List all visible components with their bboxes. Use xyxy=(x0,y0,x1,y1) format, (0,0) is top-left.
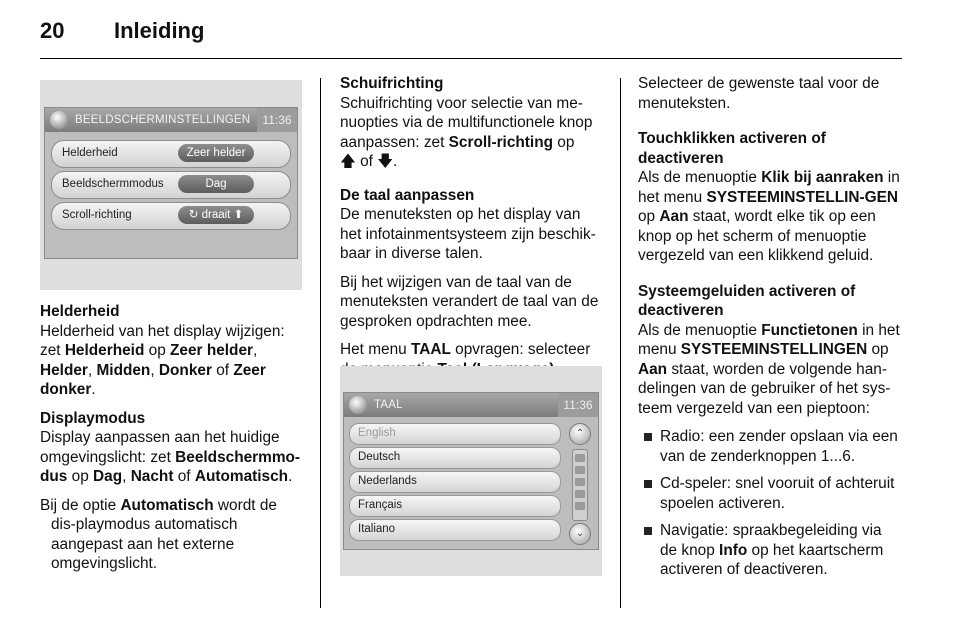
settings-row-label: Helderheid xyxy=(62,147,118,159)
language-label: Français xyxy=(358,499,403,511)
displaymodus-section xyxy=(40,409,302,487)
language-item-english[interactable] xyxy=(349,423,561,445)
text: , xyxy=(87,361,97,379)
screen-title: TAAL xyxy=(374,399,403,411)
term: Automatisch xyxy=(194,468,289,485)
text: De menuteksten op het display van het infotainmentsysteem zijn beschik-baar in diverse talen. xyxy=(340,206,596,262)
rotate-icon: ↻ xyxy=(188,209,202,221)
settings-row-helderheid[interactable] xyxy=(51,140,291,168)
text: . xyxy=(91,381,96,398)
list-item xyxy=(638,474,902,513)
settings-row-scroll-richting[interactable] xyxy=(51,202,291,230)
arrow-up-icon: ⬆ xyxy=(230,209,244,221)
text: staat, worden de volgende han-delingen van de gebruiker of het sys-teem vergezeld van een pieptoon: xyxy=(638,360,891,417)
term: Donker xyxy=(158,361,212,379)
column-2 xyxy=(340,74,606,388)
text: op xyxy=(144,342,171,359)
system-sounds-section xyxy=(638,282,902,419)
bullet-square-icon xyxy=(644,433,652,441)
display-settings-figure xyxy=(40,80,302,290)
language-label: English xyxy=(358,427,396,439)
displaymodus-heading: Displaymodus xyxy=(40,409,146,427)
text: op xyxy=(638,208,660,225)
column-divider-1 xyxy=(320,78,321,608)
term: Zeer helder xyxy=(170,342,254,359)
text: op xyxy=(67,468,94,485)
term: Beeldschermmo-dus xyxy=(40,448,301,485)
scroll-value-text: draait xyxy=(201,209,231,221)
system-sounds-heading: Systeemgeluiden activeren of deactiveren xyxy=(638,282,856,319)
term: Scroll-richting xyxy=(448,133,553,151)
scroll-up-button[interactable]: ⌃ xyxy=(569,423,591,445)
settings-row-beeldschermmodus[interactable] xyxy=(51,171,291,199)
text: . xyxy=(393,153,398,170)
term: Info xyxy=(719,541,748,559)
term: Midden xyxy=(96,361,151,379)
text: Helderheid van het display wijzigen: zet xyxy=(40,322,285,359)
text: Cd-speler: snel vooruit of achteruit spoelen activeren. xyxy=(660,475,895,512)
text: opvragen: selecteer xyxy=(455,341,591,358)
text: Radio: een zender opslaan via een van de zenderknoppen 1...6. xyxy=(660,428,898,465)
text: , xyxy=(253,342,258,359)
language-label: Nederlands xyxy=(358,475,417,487)
text: Schuifrichting voor selectie van me-nuopties via de multifunctionele knop aanpassen: zet xyxy=(340,94,593,151)
column-divider-2 xyxy=(620,78,621,608)
language-item-nederlands[interactable] xyxy=(349,471,561,493)
text: Display aanpassen aan het huidige omgevingslicht: zet xyxy=(40,429,280,466)
header-rule xyxy=(40,58,902,59)
term: Dag xyxy=(93,468,123,485)
language-item-deutsch[interactable] xyxy=(349,447,561,469)
logo-icon xyxy=(349,396,367,414)
term: Klik bij aanraken xyxy=(761,169,884,186)
clock: 11:36 xyxy=(558,393,598,417)
text: Als de menuoptie xyxy=(638,169,762,186)
text: . xyxy=(288,468,293,485)
text: in het menu xyxy=(638,321,900,358)
text: of xyxy=(211,361,234,379)
language-figure xyxy=(340,366,602,576)
text: of xyxy=(355,153,378,170)
term: Functietonen xyxy=(761,321,858,339)
term: TAAL xyxy=(411,341,451,358)
list-item xyxy=(638,427,902,466)
bullet-square-icon xyxy=(644,527,652,535)
settings-row-label: Scroll-richting xyxy=(62,209,132,221)
text: , xyxy=(122,468,131,485)
scrollbar-segment xyxy=(575,478,585,486)
term: Automatisch xyxy=(120,496,214,514)
screen-title-bar xyxy=(344,393,598,417)
language-screen xyxy=(343,392,599,550)
bullet-square-icon xyxy=(644,480,652,488)
taal-heading: De taal aanpassen xyxy=(340,186,475,204)
arrow-down-icon: 🡇 xyxy=(377,153,394,170)
text: Bij de optie xyxy=(40,496,121,514)
language-label: Italiano xyxy=(358,523,396,535)
scroll-down-button[interactable]: ⌄ xyxy=(569,523,591,545)
term: Aan xyxy=(659,208,689,225)
language-item-francais[interactable] xyxy=(349,495,561,517)
term: Zeer donker xyxy=(40,361,266,398)
display-settings-screen xyxy=(44,107,298,259)
scrollbar-segment xyxy=(575,490,585,498)
automatisch-note xyxy=(40,496,302,574)
text: Als de menuoptie xyxy=(638,321,762,339)
text: of xyxy=(173,468,195,485)
scrollbar-track[interactable] xyxy=(572,449,588,521)
scrollbar-segment xyxy=(575,454,585,462)
text: op xyxy=(553,133,575,151)
term: Helderheid xyxy=(64,342,145,359)
list-item xyxy=(638,521,902,580)
screen-title: BEELDSCHERMINSTELLINGEN xyxy=(75,114,251,126)
page-title: Inleiding xyxy=(114,18,205,43)
term: SYSTEEMINSTELLIN-GEN xyxy=(706,188,898,206)
text: Het menu xyxy=(340,341,412,358)
helderheid-section xyxy=(40,302,302,400)
settings-row-value[interactable]: Zeer helder xyxy=(178,144,254,162)
text: , xyxy=(150,361,159,379)
text: Navigatie: spraakbegeleiding via de knop xyxy=(660,522,882,559)
arrow-up-icon: 🡅 xyxy=(340,153,356,170)
scrollbar-segment xyxy=(575,502,585,510)
term: Aan xyxy=(638,360,668,378)
language-label: Deutsch xyxy=(358,451,401,463)
text: wordt de dis-playmodus automatisch aangepast aan het externe omgevingslicht. xyxy=(51,496,277,572)
term: Nacht xyxy=(130,468,174,485)
column-1 xyxy=(40,302,302,583)
clock: 11:36 xyxy=(257,108,297,132)
text: in het menu xyxy=(638,169,900,206)
scrollbar-segment xyxy=(575,466,585,474)
beep-list xyxy=(638,427,902,580)
helderheid-heading: Helderheid xyxy=(40,303,120,320)
touch-section xyxy=(638,129,902,266)
taal-section xyxy=(340,186,606,264)
schuifrichting-heading: Schuifrichting xyxy=(340,75,444,92)
settings-row-value[interactable] xyxy=(178,206,254,224)
schuifrichting-section xyxy=(340,74,606,172)
language-item-italiano[interactable] xyxy=(349,519,561,541)
settings-row-label: Beeldschermmodus xyxy=(62,178,164,190)
intro-paragraph: Selecteer de gewenste taal voor de menuteksten. xyxy=(638,75,880,112)
term: SYSTEEMINSTELLINGEN xyxy=(680,341,868,358)
settings-row-value[interactable]: Dag xyxy=(178,175,254,193)
taal-paragraph-2: Bij het wijzigen van de taal van de menuteksten verandert de taal van de gesproken opdrachten mee. xyxy=(340,273,599,330)
screen-title-bar xyxy=(45,108,297,132)
logo-icon xyxy=(50,111,68,129)
text: op xyxy=(867,341,889,358)
term: Helder xyxy=(40,361,88,379)
page-number: 20 xyxy=(40,18,65,43)
text: op het kaartscherm activeren of deactiveren. xyxy=(660,541,884,578)
column-3 xyxy=(638,74,902,588)
touch-heading: Touchklikken activeren of deactiveren xyxy=(638,130,826,167)
text: staat, wordt elke tik op een knop op het scherm of menuoptie vergezeld van een klikkend geluid. xyxy=(638,208,876,264)
